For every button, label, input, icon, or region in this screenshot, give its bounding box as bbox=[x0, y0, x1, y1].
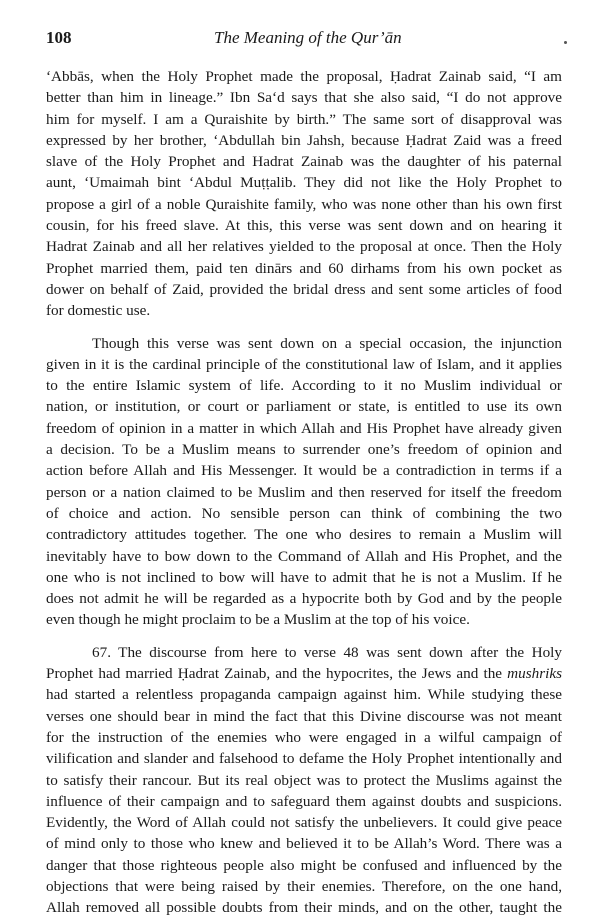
text-line: better than him in lineage.” Ibn Sa‘d says that she also said, “I do not approve bbox=[46, 89, 562, 107]
text-line: inevitably have to bow down to the Command of Allah and His Prophet, and the bbox=[46, 547, 562, 565]
running-title: The Meaning of the Qur’ān bbox=[214, 28, 402, 47]
text-line: vilification and slander and falsehood to defame the Holy Prophet intentionally and bbox=[46, 750, 562, 768]
text-line: propose a girl of a noble Quraishite family, who was none other than his own first bbox=[46, 195, 562, 213]
text-line: contradictory attitudes together. The one who desires to remain a Muslim will bbox=[46, 526, 562, 544]
paragraph-2 bbox=[46, 333, 562, 631]
text-line: Prophet had married Ḥadrat Zainab, and the hypocrites, the Jews and the mushriks bbox=[46, 665, 562, 683]
text-line: Hadrat Zainab and all her relatives yielded to the proposal at once. Then the Holy bbox=[46, 238, 562, 256]
text-line: Though this verse was sent down on a special occasion, the injunction bbox=[92, 334, 562, 352]
text-line: freedom of opinion in a matter in which Allah and His Prophet have already given bbox=[46, 419, 562, 437]
text-line: 67. The discourse from here to verse 48 was sent down after the Holy bbox=[92, 643, 562, 661]
text-line: of choice and action. No sensible person can think of combining the two bbox=[46, 504, 562, 522]
body-text bbox=[46, 66, 562, 919]
text-line: person or a nation claimed to be Muslim and then reserved for itself the freedom bbox=[46, 483, 562, 501]
text-line: dower on behalf of Zaid, provided the bridal dress and sent some articles of food bbox=[46, 280, 562, 298]
text-line: had started a relentless propaganda campaign against him. While studying these bbox=[46, 686, 562, 704]
text-line: Evidently, the Word of Allah could not satisfy the unbelievers. It could give peace bbox=[46, 814, 562, 832]
text-line: slave of the Holy Prophet and Hadrat Zainab was the daughter of his paternal bbox=[46, 153, 562, 171]
text-line: a decision. To be a Muslim means to surrender one’s freedom of opinion and bbox=[46, 441, 562, 459]
text-line: given in it is the cardinal principle of the constitutional law of Islam, and it applies bbox=[46, 355, 562, 373]
text-line: expressed by her brother, ‘Abdullah bin Jahsh, because Ḥadrat Zaid was a freed bbox=[46, 131, 562, 149]
text-line: to the entire Islamic system of life. According to it no Muslim individual or bbox=[46, 377, 562, 395]
text-line: for the instruction of the enemies who were engaged in a wilful campaign of bbox=[46, 728, 562, 746]
text-line: even though he might proclaim to be a Muslim at the top of his voice. bbox=[46, 611, 470, 629]
text-line: Prophet married them, paid ten dinārs and 60 dirhams from his own pocket as bbox=[46, 259, 562, 277]
text-line: action before Allah and His Messenger. It would be a contradiction in terms if a bbox=[46, 462, 562, 480]
text-line: nation, or institution, or court or parliament or state, is entitled to use its own bbox=[46, 398, 562, 416]
text-line: influence of their campaign and to safeguard them against doubts and suspicions. bbox=[46, 792, 562, 810]
paragraph-1 bbox=[46, 66, 562, 322]
text-line: one who is not inclined to bow will have to admit that he is not a Muslim. If he bbox=[46, 568, 562, 586]
scan-speck bbox=[564, 41, 567, 44]
text-line: verses one should bear in mind the fact that this Divine discourse was not meant bbox=[46, 707, 562, 725]
page-header bbox=[46, 28, 560, 52]
text-line: to satisfy their rancour. But its real object was to protect the Muslims against the bbox=[46, 771, 562, 789]
text-line: him for myself. I am a Quraishite by birth.” The same sort of disapproval was bbox=[46, 110, 562, 128]
text-line: objections that were being raised by their enemies. Therefore, on the one hand, bbox=[46, 877, 562, 895]
text-line: Allah removed all possible doubts from their minds, and on the other, taught the bbox=[46, 899, 562, 917]
italic-term: mushriks bbox=[507, 665, 562, 683]
text-line: danger that those righteous people also might be confused and influenced by the bbox=[46, 856, 562, 874]
text-line: aunt, ‘Umaimah bint ‘Abdul Muṭṭalib. They did not like the Holy Prophet to bbox=[46, 174, 562, 192]
text-line: cousin, for his freed slave. At this, this verse was sent down and on hearing it bbox=[46, 217, 562, 235]
text-line: for domestic use. bbox=[46, 302, 151, 320]
text-line: does not admit he will be regarded as a hypocrite both by God and by the people bbox=[46, 590, 562, 608]
paragraph-3 bbox=[46, 642, 562, 919]
text-line: ‘Abbās, when the Holy Prophet made the proposal, Ḥadrat Zainab said, “I am bbox=[46, 68, 562, 85]
page-number: 108 bbox=[46, 28, 72, 47]
text-line: of mind only to those who knew and believed it to be Allah’s Word. There was a bbox=[46, 835, 562, 853]
